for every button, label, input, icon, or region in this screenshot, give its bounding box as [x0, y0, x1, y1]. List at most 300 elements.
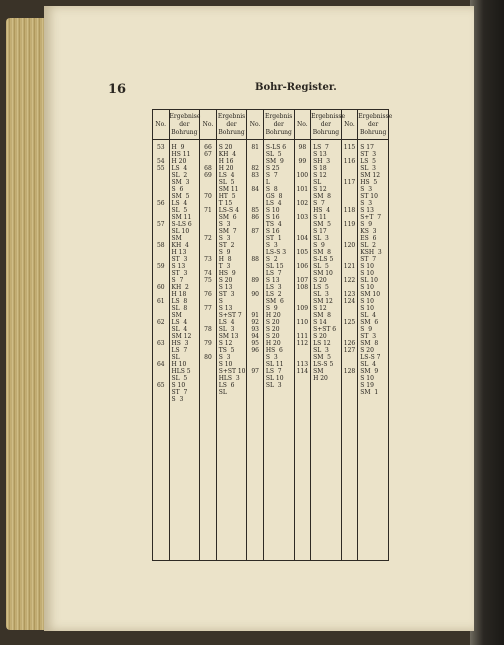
boring-result: SM 6	[218, 214, 237, 221]
boring-number	[248, 179, 262, 186]
boring-number	[154, 186, 168, 193]
boring-number	[248, 249, 262, 256]
boring-number: 68	[204, 165, 212, 172]
boring-result: H 20	[171, 158, 187, 165]
boring-result: H 20	[265, 312, 281, 319]
boring-number	[343, 326, 357, 333]
column-header-result: Ergebnis der Bohrung	[216, 110, 247, 140]
boring-result: LS-S 7	[360, 354, 381, 361]
boring-number	[248, 221, 262, 228]
boring-result: SM 9	[360, 368, 379, 375]
column-header-result: Ergebnisse der Bohrung	[358, 110, 389, 140]
table-header-row	[153, 110, 389, 140]
boring-result: SM 6	[265, 298, 284, 305]
boring-result: SM 12	[360, 172, 381, 179]
boring-number: 127	[343, 347, 356, 354]
boring-number: 61	[156, 298, 165, 305]
boring-result: SM 13	[218, 333, 239, 340]
boring-number	[201, 186, 215, 193]
boring-result: ST 2	[218, 242, 235, 249]
boring-result: S 7	[171, 277, 184, 284]
boring-number: 59	[156, 263, 165, 270]
boring-number: 92	[251, 319, 259, 326]
boring-number	[201, 319, 215, 326]
boring-number: 76	[204, 291, 212, 298]
boring-result: S 20	[265, 319, 280, 326]
boring-result: LS 4	[171, 200, 188, 207]
boring-result: S 9	[218, 249, 231, 256]
boring-result: S 20	[360, 347, 374, 354]
boring-result: S+ST 7	[218, 312, 242, 319]
boring-number	[248, 263, 262, 270]
boring-result: S 8	[265, 186, 278, 193]
boring-number: 60	[156, 284, 165, 291]
boring-number: 98	[298, 144, 307, 151]
boring-result: SM 8	[313, 249, 331, 256]
boring-result: S 11	[313, 214, 327, 221]
boring-result: T 15	[218, 200, 233, 207]
boring-number: 64	[156, 361, 165, 368]
boring-result: KH 4	[218, 151, 237, 158]
boring-number	[154, 291, 168, 298]
boring-result: SM	[313, 368, 324, 375]
boring-result: H 20	[265, 340, 281, 347]
boring-result: SL 2	[360, 242, 376, 249]
boring-number	[296, 151, 310, 158]
boring-number-column	[294, 140, 311, 561]
boring-result: S 10	[171, 382, 186, 389]
boring-result: S 3	[360, 200, 373, 207]
boring-number: 99	[298, 158, 307, 165]
boring-number: 57	[156, 221, 165, 228]
boring-number	[154, 172, 168, 179]
boring-number	[201, 263, 215, 270]
boring-result: S 9	[313, 242, 325, 249]
boring-number: 113	[296, 361, 309, 368]
boring-number	[248, 270, 262, 277]
boring-result: LS 7	[313, 144, 329, 151]
boring-result: SL 10	[360, 277, 378, 284]
boring-number	[154, 347, 168, 354]
boring-number: 62	[156, 319, 165, 326]
boring-result: SM 5	[313, 221, 331, 228]
boring-number	[248, 193, 262, 200]
boring-result: HS 9	[218, 270, 236, 277]
boring-number: 115	[343, 144, 356, 151]
boring-number	[201, 298, 215, 305]
boring-result: SM 5	[171, 193, 190, 200]
boring-result: S 17	[360, 144, 374, 151]
boring-number: 87	[251, 228, 259, 235]
boring-number	[154, 193, 168, 200]
boring-number: 65	[156, 382, 165, 389]
boring-number	[343, 214, 357, 221]
boring-result: H 20	[313, 375, 328, 382]
boring-result: SL 11	[265, 361, 284, 368]
boring-number: 102	[296, 200, 309, 207]
boring-result: S 10	[360, 284, 374, 291]
boring-result: S 6	[171, 186, 184, 193]
boring-number-column	[247, 140, 264, 561]
boring-number: 121	[343, 263, 356, 270]
boring-number	[201, 312, 215, 319]
boring-result: LS 5	[313, 284, 329, 291]
boring-number	[201, 221, 215, 228]
boring-number: 71	[204, 207, 212, 214]
boring-result: HS 4	[313, 207, 331, 214]
boring-number: 78	[204, 326, 212, 333]
boring-result: ES 6	[360, 235, 377, 242]
boring-number	[296, 207, 310, 214]
boring-result: LS 4	[171, 165, 188, 172]
boring-result: SM 8	[313, 193, 331, 200]
boring-number	[248, 298, 262, 305]
boring-number	[201, 158, 215, 165]
boring-number: 125	[343, 319, 356, 326]
boring-result: S 7	[313, 200, 325, 207]
boring-result: S 19	[360, 382, 374, 389]
boring-result-column	[358, 140, 389, 561]
boring-number	[296, 347, 310, 354]
boring-result: S 17	[313, 228, 327, 235]
column-header-no: No.	[200, 110, 217, 140]
boring-result: S 13	[360, 207, 374, 214]
boring-number: 69	[204, 172, 212, 179]
boring-number: 77	[204, 305, 212, 312]
boring-result: LS 4	[218, 319, 235, 326]
boring-number	[343, 354, 357, 361]
boring-number	[201, 200, 215, 207]
boring-result: S 7	[265, 172, 278, 179]
boring-result: LS 6	[218, 382, 235, 389]
boring-number	[154, 207, 168, 214]
boring-result: SL 5	[265, 151, 282, 158]
boring-result: SM 10	[360, 291, 381, 298]
boring-number: 96	[251, 347, 259, 354]
boring-result: LS-S 3	[265, 249, 287, 256]
bohr-register-table	[152, 109, 393, 561]
boring-number	[248, 158, 262, 165]
boring-number: 120	[343, 242, 356, 249]
boring-number: 118	[343, 207, 356, 214]
boring-number	[343, 165, 357, 172]
boring-number	[296, 256, 310, 263]
boring-result: SL 5	[171, 207, 188, 214]
boring-result: SM 8	[313, 312, 331, 319]
column-header-no: No.	[341, 110, 358, 140]
boring-result: SM 8	[360, 340, 379, 347]
boring-result: H 20	[218, 165, 234, 172]
boring-result: SM 11	[171, 214, 192, 221]
boring-number: 84	[251, 186, 259, 193]
boring-number	[343, 193, 357, 200]
boring-number: 86	[251, 214, 259, 221]
boring-number-column	[153, 140, 170, 561]
boring-result: SM	[171, 312, 182, 319]
boring-number	[343, 312, 357, 319]
boring-result: GS 8	[265, 193, 283, 200]
boring-result: SM 5	[313, 354, 331, 361]
boring-number: 73	[204, 256, 212, 263]
column-header-no: No.	[294, 110, 311, 140]
boring-result: H 18	[171, 291, 187, 298]
boring-number: 83	[251, 172, 259, 179]
boring-number: 94	[251, 333, 259, 340]
boring-result: S 25	[265, 165, 280, 172]
boring-result: S 13	[313, 151, 327, 158]
boring-result: SL 2	[171, 172, 188, 179]
boring-number: 63	[156, 340, 165, 347]
boring-number	[343, 228, 357, 235]
boring-number	[343, 186, 357, 193]
boring-result: LS 3	[265, 284, 282, 291]
boring-result: S 20	[313, 333, 327, 340]
boring-result: S+ST 10	[218, 368, 246, 375]
boring-result: KS 3	[360, 228, 377, 235]
boring-result: H 8	[218, 256, 232, 263]
boring-number: 112	[296, 340, 309, 347]
boring-number	[248, 242, 262, 249]
boring-number	[343, 235, 357, 242]
boring-result: S 12	[313, 172, 327, 179]
boring-result: LS 7	[265, 270, 282, 277]
boring-number	[296, 354, 310, 361]
boring-result: S 3	[265, 242, 278, 249]
boring-number: 122	[343, 277, 356, 284]
boring-number: 91	[251, 312, 259, 319]
boring-result: S 10	[218, 361, 233, 368]
boring-number	[343, 172, 357, 179]
boring-result: S 16	[265, 228, 280, 235]
boring-result: HS 6	[265, 347, 283, 354]
boring-result: SL 15	[265, 263, 284, 270]
boring-result: SL 5	[218, 179, 235, 186]
boring-number	[343, 305, 357, 312]
column-header-result: Ergebnis der Bohrung	[263, 110, 294, 140]
boring-result: ST 10	[360, 193, 378, 200]
boring-result: LS 2	[265, 291, 282, 298]
boring-result: H 9	[171, 144, 185, 151]
boring-result: LS 7	[265, 368, 282, 375]
boring-number	[248, 151, 262, 158]
boring-number	[248, 354, 262, 361]
boring-result-column	[169, 140, 200, 561]
boring-result: S 13	[171, 263, 186, 270]
boring-number: 109	[296, 305, 309, 312]
boring-number: 54	[156, 158, 165, 165]
boring-result: S 20	[265, 333, 280, 340]
boring-result: S-LS 6	[265, 144, 287, 151]
boring-number	[201, 179, 215, 186]
boring-result: KH 2	[171, 284, 189, 291]
boring-number	[154, 151, 168, 158]
boring-result: ST 7	[360, 256, 377, 263]
boring-result: SH 3	[313, 158, 331, 165]
boring-result: SL 3	[265, 382, 282, 389]
running-head: Bohr-Register.	[255, 82, 337, 93]
boring-number	[343, 333, 357, 340]
boring-result: S 2	[265, 256, 278, 263]
boring-number	[154, 277, 168, 284]
boring-result: S	[218, 298, 223, 305]
boring-number	[296, 221, 310, 228]
boring-number	[343, 284, 357, 291]
boring-result: S 10	[360, 270, 374, 277]
boring-result: SM 12	[171, 333, 192, 340]
boring-result: H 16	[218, 158, 234, 165]
boring-result: S+T 7	[360, 214, 382, 221]
boring-result: S-LS 5	[313, 256, 334, 263]
boring-result: ST 1	[265, 235, 282, 242]
boring-result: TS 4	[265, 221, 282, 228]
boring-number	[296, 165, 310, 172]
page-number: 16	[108, 82, 127, 97]
boring-result: S 10	[265, 207, 280, 214]
boring-number	[248, 361, 262, 368]
boring-number: 124	[343, 298, 356, 305]
boring-result: LS 4	[218, 172, 235, 179]
binding-shadow	[470, 0, 504, 645]
boring-result: LS-S 5	[313, 361, 334, 368]
boring-number	[201, 214, 215, 221]
boring-result: SL 5	[313, 263, 329, 270]
boring-number	[154, 235, 168, 242]
boring-number	[154, 305, 168, 312]
boring-result: SL 3	[360, 165, 376, 172]
boring-number	[343, 151, 357, 158]
boring-number	[154, 333, 168, 340]
boring-number	[154, 326, 168, 333]
boring-result: ST 7	[171, 389, 188, 396]
boring-result: SL 3	[313, 291, 329, 298]
boring-number: 105	[296, 249, 309, 256]
boring-result: KSH 3	[360, 249, 382, 256]
boring-number-column	[341, 140, 358, 561]
boring-result: T 3	[218, 263, 231, 270]
boring-number: 126	[343, 340, 356, 347]
boring-number	[296, 291, 310, 298]
boring-result: LS 8	[171, 298, 188, 305]
column-header-no: No.	[153, 110, 170, 140]
boring-number	[248, 235, 262, 242]
boring-number	[343, 200, 357, 207]
boring-number: 108	[296, 284, 309, 291]
boring-result: S+ST 6	[313, 326, 337, 333]
boring-result: S 3	[218, 354, 231, 361]
boring-result-column	[216, 140, 247, 561]
boring-number	[154, 354, 168, 361]
boring-number: 80	[204, 354, 212, 361]
boring-number: 101	[296, 186, 309, 193]
boring-result: L	[265, 179, 270, 186]
boring-result: SL	[313, 179, 322, 186]
boring-result: S 3	[218, 221, 231, 228]
boring-result: HS 5	[360, 179, 378, 186]
boring-result: HLS 3	[218, 375, 240, 382]
boring-result: S 10	[360, 298, 374, 305]
boring-number	[201, 333, 215, 340]
boring-number-column	[200, 140, 217, 561]
boring-number	[154, 179, 168, 186]
boring-result: ST 3	[360, 151, 377, 158]
boring-number	[154, 256, 168, 263]
boring-result: SL 3	[218, 326, 235, 333]
boring-result: ST 3	[171, 270, 188, 277]
boring-number: 75	[204, 277, 212, 284]
boring-result: LS 12	[313, 340, 331, 347]
boring-result: HLS 5	[171, 368, 191, 375]
boring-result-column	[311, 140, 342, 561]
boring-result: SL	[171, 354, 180, 361]
boring-number	[248, 200, 262, 207]
boring-result: SM 7	[218, 228, 237, 235]
boring-number: 74	[204, 270, 212, 277]
boring-result: S 9	[265, 305, 278, 312]
boring-number	[154, 368, 168, 375]
boring-number	[201, 347, 215, 354]
boring-result: S 13	[218, 284, 233, 291]
boring-result: ST 3	[360, 333, 377, 340]
column-header-no: No.	[247, 110, 264, 140]
boring-number	[296, 179, 310, 186]
boring-result: S 14	[313, 319, 327, 326]
boring-result: S 3	[218, 235, 231, 242]
boring-result: S 13	[218, 305, 233, 312]
boring-result: S 12	[218, 340, 233, 347]
boring-result: SL 8	[171, 305, 188, 312]
boring-number: 53	[156, 144, 165, 151]
table-body-row	[153, 140, 389, 561]
boring-number: 70	[204, 193, 212, 200]
boring-number	[343, 249, 357, 256]
boring-number	[248, 284, 262, 291]
boring-number	[154, 228, 168, 235]
boring-result: HS 11	[171, 151, 191, 158]
boring-number: 128	[343, 368, 356, 375]
boring-number	[201, 249, 215, 256]
boring-number: 117	[343, 179, 356, 186]
boring-number: 85	[251, 207, 259, 214]
boring-number	[343, 270, 357, 277]
boring-number: 58	[156, 242, 165, 249]
boring-result: LS-S 4	[218, 207, 239, 214]
boring-number: 103	[296, 214, 309, 221]
boring-result: TS 5	[218, 347, 235, 354]
boring-result: S 9	[360, 221, 373, 228]
boring-number: 106	[296, 263, 309, 270]
boring-number	[201, 228, 215, 235]
boring-number: 110	[296, 319, 309, 326]
boring-result: S 12	[313, 186, 327, 193]
boring-number: 56	[156, 200, 165, 207]
boring-result: S 12	[313, 305, 327, 312]
boring-number: 95	[251, 340, 259, 347]
boring-result: S 20	[313, 277, 327, 284]
boring-result: H 13	[171, 249, 187, 256]
boring-number: 123	[343, 291, 356, 298]
boring-number: 116	[343, 158, 356, 165]
boring-result: ST 3	[171, 256, 188, 263]
boring-result: S 16	[265, 214, 280, 221]
boring-result: SL 4	[171, 326, 188, 333]
boring-number: 100	[296, 172, 309, 179]
boring-number	[248, 305, 262, 312]
boring-number	[296, 298, 310, 305]
boring-result: KH 4	[171, 242, 189, 249]
boring-result: LS 7	[171, 347, 188, 354]
boring-number	[154, 249, 168, 256]
boring-result: S 20	[218, 277, 233, 284]
